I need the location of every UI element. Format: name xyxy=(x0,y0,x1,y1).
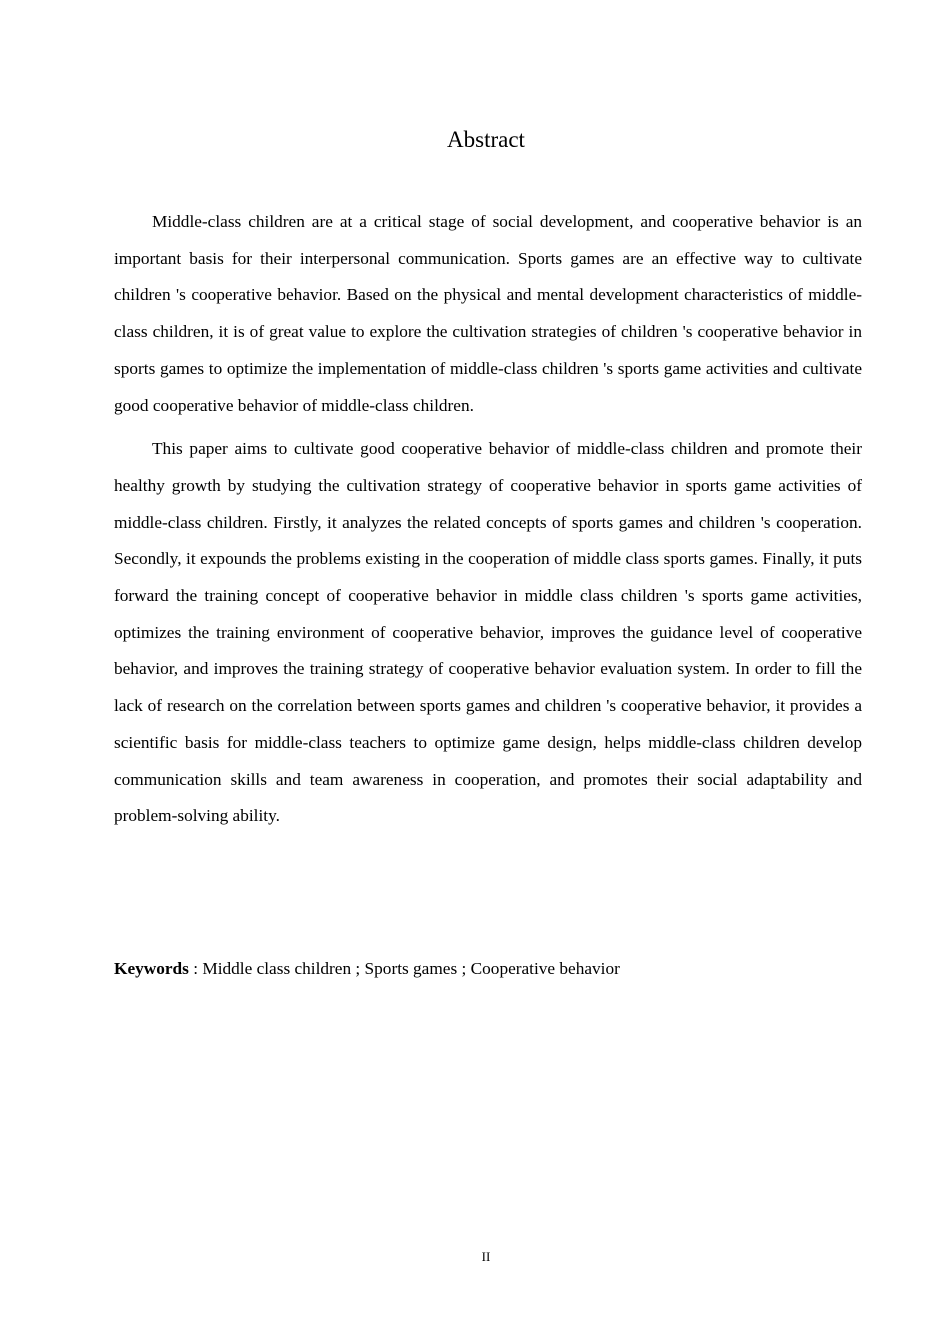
keywords-text: : Middle class children ; Sports games ; Cooperative behavior xyxy=(188,959,620,978)
abstract-body xyxy=(114,204,862,835)
keywords-label: Keywords xyxy=(114,959,189,978)
keywords-line xyxy=(114,954,620,984)
page-number: II xyxy=(481,1249,491,1264)
abstract-paragraph: Middle-class children are at a critical stage of social development, and cooperative behavior is an important basis for their interpersonal communication. Sports games are an effective way to cultivate children 's cooperative behavior. Based on the physical and mental development characteristics of middle-class children, it is of great value to explore the cultivation strategies of children 's cooperative behavior in sports games to optimize the implementation of middle-class children 's sports game activities and cultivate good cooperative behavior of middle-class children. xyxy=(114,212,862,415)
abstract-paragraph: This paper aims to cultivate good cooperative behavior of middle-class children and promote their healthy growth by studying the cultivation strategy of cooperative behavior in sports game activities of middle-class children. Firstly, it analyzes the related concepts of sports games and children 's cooperation. Secondly, it expounds the problems existing in the cooperation of middle class sports games. Finally, it puts forward the training concept of cooperative behavior in middle class children 's sports game activities, optimizes the training environment of cooperative behavior, improves the guidance level of cooperative behavior, and improves the training strategy of cooperative behavior evaluation system. In order to fill the lack of research on the correlation between sports games and children 's cooperative behavior, it provides a scientific basis for middle-class teachers to optimize game design, helps middle-class children develop communication skills and team awareness in cooperation, and promotes their social adaptability and problem-solving ability. xyxy=(114,439,862,826)
page-title: Abstract xyxy=(447,127,525,152)
